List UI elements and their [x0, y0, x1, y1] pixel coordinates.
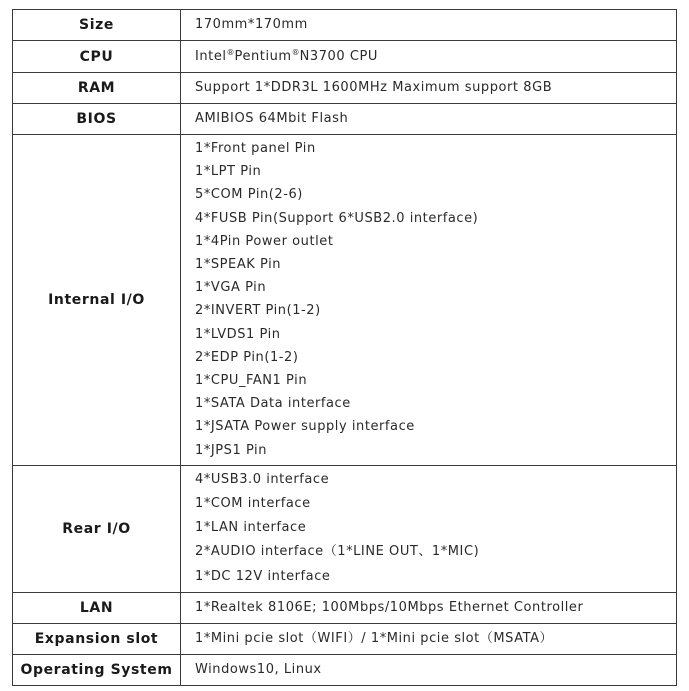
spec-row-internal-io [13, 135, 677, 466]
spec-table [12, 9, 677, 686]
spec-label-expansion-slot: Expansion slot [13, 623, 181, 654]
list-item: 1*DC 12V interface [195, 568, 331, 584]
list-item: 1*JSATA Power supply interface [195, 419, 415, 435]
spec-value-cpu [181, 41, 677, 73]
list-item: 1*JPS1 Pin [195, 442, 268, 458]
spec-label-operating-system: Operating System [13, 654, 181, 685]
list-item: 1*Front panel Pin [195, 141, 316, 156]
list-item: 2*INVERT Pin(1-2) [195, 303, 321, 319]
spec-label-size: Size [13, 10, 181, 41]
list-item: 1*LVDS1 Pin [195, 326, 281, 342]
spec-value-ram: Support 1*DDR3L 1600MHz Maximum support 8GB [181, 73, 677, 104]
spec-label-lan: LAN [13, 592, 181, 623]
cpu-model: N3700 CPU [299, 48, 378, 64]
list-item: 1*CPU_FAN1 Pin [195, 373, 308, 389]
list-item: 1*SATA Data interface [195, 396, 351, 412]
spec-value-bios: AMIBIOS 64Mbit Flash [181, 104, 677, 135]
spec-row-operating-system [13, 654, 677, 685]
list-item: 2*EDP Pin(1-2) [195, 349, 299, 365]
registered-mark: ® [291, 47, 300, 57]
spec-row-expansion-slot [13, 623, 677, 654]
list-item: 5*COM Pin(2-6) [195, 187, 303, 203]
list-item: 4*USB3.0 interface [195, 471, 330, 487]
spec-row-ram [13, 73, 677, 104]
spec-value-rear-io [181, 465, 677, 592]
spec-value-internal-io [181, 135, 677, 466]
spec-value-expansion-slot: 1*Mini pcie slot（WIFI）/ 1*Mini pcie slot（MSATA） [181, 623, 677, 654]
list-item: 1*VGA Pin [195, 280, 267, 296]
spec-value-size: 170mm*170mm [181, 10, 677, 41]
spec-row-rear-io [13, 465, 677, 592]
spec-row-lan [13, 592, 677, 623]
spec-label-bios: BIOS [13, 104, 181, 135]
list-item: 1*COM interface [195, 496, 311, 512]
cpu-family: Pentium [234, 48, 292, 64]
list-item: 1*SPEAK Pin [195, 257, 282, 273]
spec-value-lan: 1*Realtek 8106E; 100Mbps/10Mbps Ethernet Controller [181, 592, 677, 623]
spec-label-internal-io: Internal I/O [13, 135, 181, 466]
rear-io-list [195, 466, 676, 592]
spec-value-operating-system: Windows10, Linux [181, 654, 677, 685]
spec-row-cpu [13, 41, 677, 73]
list-item: 1*LPT Pin [195, 164, 262, 180]
spec-row-size [13, 10, 677, 41]
list-item: 1*LAN interface [195, 520, 307, 536]
list-item: 1*4Pin Power outlet [195, 233, 334, 249]
spec-label-cpu: CPU [13, 41, 181, 73]
spec-row-bios [13, 104, 677, 135]
spec-label-rear-io: Rear I/O [13, 465, 181, 592]
spec-label-ram: RAM [13, 73, 181, 104]
registered-mark: ® [226, 47, 235, 57]
list-item: 2*AUDIO interface（1*LINE OUT、1*MIC) [195, 544, 480, 560]
cpu-brand: Intel [195, 48, 227, 64]
list-item: 4*FUSB Pin(Support 6*USB2.0 interface) [195, 210, 479, 226]
internal-io-list [195, 135, 676, 465]
